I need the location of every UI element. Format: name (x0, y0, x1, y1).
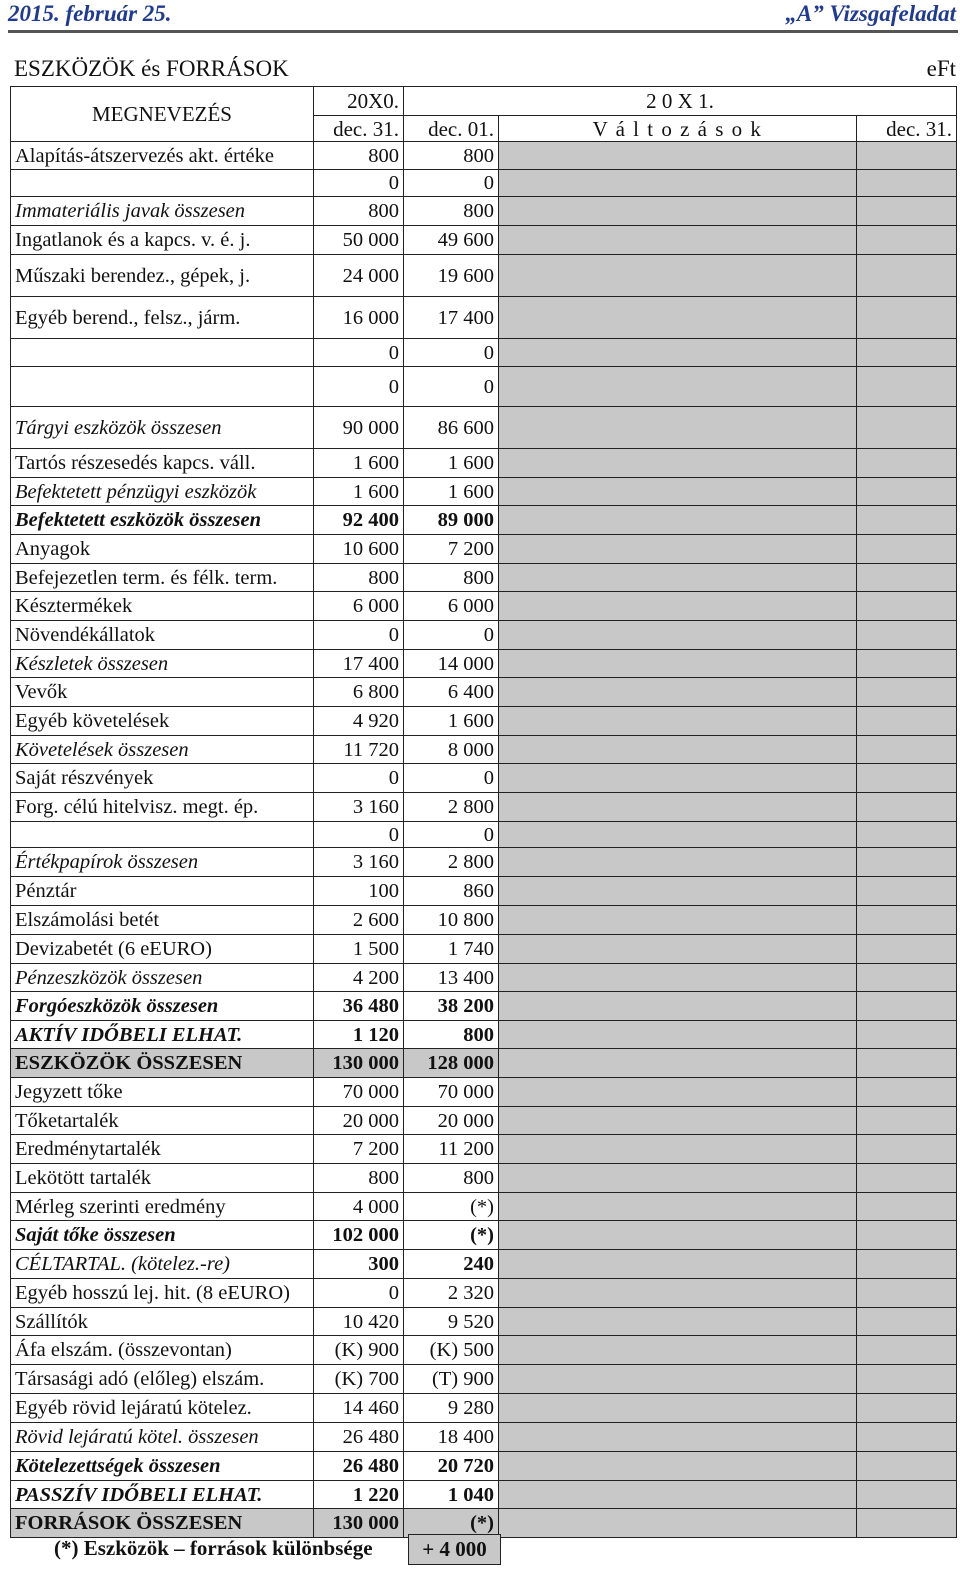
table-row (11, 1452, 957, 1481)
row-name: Befektetett pénzügyi eszközök (11, 478, 314, 506)
row-value-year1-open: 0 (404, 170, 499, 197)
row-changes-cell (499, 1021, 857, 1049)
row-value-year1-close (857, 592, 957, 621)
col-header-year0-date: dec. 31. (314, 116, 404, 142)
table-row (11, 478, 957, 506)
row-changes-cell (499, 650, 857, 678)
row-name (11, 339, 314, 367)
header-date: 2015. február 25. (8, 1, 172, 26)
row-name: Áfa elszám. (összevontan) (11, 1336, 314, 1365)
row-changes-cell (499, 142, 857, 170)
row-changes-cell (499, 1135, 857, 1164)
row-name (11, 822, 314, 848)
row-changes-cell (499, 877, 857, 906)
table-row (11, 1308, 957, 1336)
row-value-year1-close (857, 678, 957, 707)
row-changes-cell (499, 592, 857, 621)
row-changes-cell (499, 992, 857, 1021)
row-changes-cell (499, 935, 857, 964)
row-value-year0: 130 000 (314, 1509, 404, 1538)
row-changes-cell (499, 848, 857, 877)
row-name: Tőketartalék (11, 1107, 314, 1135)
row-value-year0: 0 (314, 621, 404, 650)
col-header-changes: V á l t o z á s o k (499, 116, 857, 142)
table-row (11, 935, 957, 964)
row-value-year1-open: 800 (404, 564, 499, 592)
row-value-year1-close (857, 793, 957, 822)
row-name: Saját tőke összesen (11, 1221, 314, 1250)
table-row (11, 736, 957, 764)
table-row (11, 226, 957, 255)
row-changes-cell (499, 564, 857, 592)
row-value-year0: 2 600 (314, 906, 404, 935)
row-value-year0: 0 (314, 1279, 404, 1308)
footnote-text: (*) Eszközök – források különbsége (54, 1536, 373, 1560)
row-name: Lekötött tartalék (11, 1164, 314, 1193)
row-name: Devizabetét (6 eEURO) (11, 935, 314, 964)
row-value-year1-close (857, 650, 957, 678)
row-value-year1-close (857, 764, 957, 793)
row-changes-cell (499, 197, 857, 226)
row-name: Immateriális javak összesen (11, 197, 314, 226)
row-changes-cell (499, 367, 857, 407)
row-name: Egyéb hosszú lej. hit. (8 eEURO) (11, 1279, 314, 1308)
row-changes-cell (499, 678, 857, 707)
table-row (11, 650, 957, 678)
row-name: Eredménytartalék (11, 1135, 314, 1164)
row-value-year1-close (857, 1423, 957, 1452)
row-value-year1-open: 9 520 (404, 1308, 499, 1336)
row-value-year1-close (857, 1049, 957, 1078)
row-value-year0: 20 000 (314, 1107, 404, 1135)
row-value-year1-open: 14 000 (404, 650, 499, 678)
row-value-year1-close (857, 1164, 957, 1193)
row-value-year0: 4 920 (314, 707, 404, 736)
row-name: Egyéb rövid lejáratú kötelez. (11, 1394, 314, 1423)
row-value-year0: 16 000 (314, 297, 404, 339)
table-row (11, 535, 957, 564)
row-value-year0: 10 420 (314, 1308, 404, 1336)
row-value-year1-open: 6 400 (404, 678, 499, 707)
table-row (11, 1336, 957, 1365)
row-value-year1-open: 2 800 (404, 793, 499, 822)
table-row (11, 1365, 957, 1394)
row-value-year1-close (857, 535, 957, 564)
row-changes-cell (499, 1336, 857, 1365)
row-value-year1-open: 800 (404, 142, 499, 170)
row-value-year1-close (857, 935, 957, 964)
row-value-year1-close (857, 877, 957, 906)
header-exam-title: „A” Vizsgafeladat (785, 1, 956, 26)
row-name: Rövid lejáratú kötel. összesen (11, 1423, 314, 1452)
row-name (11, 170, 314, 197)
row-value-year1-open: 18 400 (404, 1423, 499, 1452)
row-changes-cell (499, 1164, 857, 1193)
table-row (11, 506, 957, 535)
col-header-name: MEGNEVEZÉS (11, 87, 314, 142)
table-row (11, 367, 957, 407)
row-value-year1-close (857, 564, 957, 592)
row-value-year0: 100 (314, 877, 404, 906)
row-value-year1-close (857, 822, 957, 848)
row-value-year1-close (857, 197, 957, 226)
table-row (11, 142, 957, 170)
table-row (11, 1394, 957, 1423)
row-value-year1-open: 9 280 (404, 1394, 499, 1423)
table-row (11, 1481, 957, 1509)
row-value-year0: 102 000 (314, 1221, 404, 1250)
row-value-year1-open: 0 (404, 367, 499, 407)
row-value-year1-open: 6 000 (404, 592, 499, 621)
table-row (11, 1221, 957, 1250)
table-row (11, 906, 957, 935)
row-value-year0: 26 480 (314, 1452, 404, 1481)
row-value-year1-close (857, 407, 957, 449)
row-changes-cell (499, 506, 857, 535)
table-row (11, 297, 957, 339)
row-name: Anyagok (11, 535, 314, 564)
row-value-year1-close (857, 1279, 957, 1308)
row-changes-cell (499, 226, 857, 255)
table-row (11, 1107, 957, 1135)
row-name: Műszaki berendez., gépek, j. (11, 255, 314, 297)
footnote-difference-value: + 4 000 (408, 1534, 501, 1565)
row-value-year0: 4 000 (314, 1193, 404, 1221)
row-name: Pénzeszközök összesen (11, 964, 314, 992)
row-value-year0: 1 120 (314, 1021, 404, 1049)
row-changes-cell (499, 170, 857, 197)
row-changes-cell (499, 535, 857, 564)
row-changes-cell (499, 407, 857, 449)
row-value-year1-close (857, 1107, 957, 1135)
row-changes-cell (499, 1221, 857, 1250)
header-row-1 (11, 87, 957, 116)
row-name: Pénztár (11, 877, 314, 906)
row-value-year0: 1 220 (314, 1481, 404, 1509)
row-value-year1-open: 20 720 (404, 1452, 499, 1481)
row-value-year0: 0 (314, 339, 404, 367)
row-value-year1-open: 1 040 (404, 1481, 499, 1509)
row-value-year1-close (857, 848, 957, 877)
row-value-year1-open: (K) 500 (404, 1336, 499, 1365)
row-changes-cell (499, 339, 857, 367)
row-changes-cell (499, 449, 857, 478)
row-value-year1-open: 860 (404, 877, 499, 906)
row-value-year1-open: 2 800 (404, 848, 499, 877)
row-value-year1-open: 800 (404, 197, 499, 226)
row-changes-cell (499, 1193, 857, 1221)
col-header-year1: 2 0 X 1. (404, 87, 957, 116)
row-value-year1-open: 240 (404, 1250, 499, 1279)
row-value-year0: 7 200 (314, 1135, 404, 1164)
row-changes-cell (499, 1481, 857, 1509)
row-value-year1-open: 20 000 (404, 1107, 499, 1135)
row-value-year0: 0 (314, 764, 404, 793)
row-value-year0: (K) 700 (314, 1365, 404, 1394)
row-value-year1-close (857, 142, 957, 170)
row-name: Alapítás-átszervezés akt. értéke (11, 142, 314, 170)
row-name: Késztermékek (11, 592, 314, 621)
row-value-year1-open: 0 (404, 339, 499, 367)
row-value-year1-open: (*) (404, 1221, 499, 1250)
row-name: Növendékállatok (11, 621, 314, 650)
row-value-year1-close (857, 621, 957, 650)
row-changes-cell (499, 707, 857, 736)
table-row (11, 707, 957, 736)
row-value-year1-close (857, 964, 957, 992)
row-value-year1-close (857, 1021, 957, 1049)
row-value-year0: 6 800 (314, 678, 404, 707)
row-value-year0: 4 200 (314, 964, 404, 992)
row-value-year1-close (857, 170, 957, 197)
header-rule (8, 30, 958, 33)
row-name: Elszámolási betét (11, 906, 314, 935)
row-value-year1-open: 19 600 (404, 255, 499, 297)
row-changes-cell (499, 736, 857, 764)
row-changes-cell (499, 1049, 857, 1078)
table-row (11, 564, 957, 592)
row-value-year1-open: 1 600 (404, 478, 499, 506)
row-value-year1-close (857, 1509, 957, 1538)
row-value-year1-open: 800 (404, 1021, 499, 1049)
row-value-year1-open: 800 (404, 1164, 499, 1193)
row-value-year0: 3 160 (314, 793, 404, 822)
row-value-year0: 17 400 (314, 650, 404, 678)
row-changes-cell (499, 1308, 857, 1336)
row-value-year1-close (857, 1452, 957, 1481)
row-value-year1-open: 70 000 (404, 1078, 499, 1107)
row-value-year0: 36 480 (314, 992, 404, 1021)
row-value-year1-close (857, 1135, 957, 1164)
row-name: ESZKÖZÖK ÖSSZESEN (11, 1049, 314, 1078)
row-value-year1-open: 1 600 (404, 449, 499, 478)
row-value-year0: 10 600 (314, 535, 404, 564)
row-value-year0: 3 160 (314, 848, 404, 877)
row-value-year1-open: 1 600 (404, 707, 499, 736)
table-row (11, 592, 957, 621)
row-name: Ingatlanok és a kapcs. v. é. j. (11, 226, 314, 255)
table-row (11, 822, 957, 848)
table-row (11, 339, 957, 367)
row-name: CÉLTARTAL. (kötelez.-re) (11, 1250, 314, 1279)
table-row (11, 170, 957, 197)
row-value-year0: (K) 900 (314, 1336, 404, 1365)
row-changes-cell (499, 1279, 857, 1308)
table-row (11, 678, 957, 707)
row-changes-cell (499, 297, 857, 339)
table-row (11, 255, 957, 297)
row-name (11, 367, 314, 407)
row-changes-cell (499, 906, 857, 935)
row-value-year1-open: 0 (404, 764, 499, 793)
row-value-year1-open: 2 320 (404, 1279, 499, 1308)
row-value-year1-open: 11 200 (404, 1135, 499, 1164)
table-row (11, 793, 957, 822)
row-value-year1-open: (T) 900 (404, 1365, 499, 1394)
row-value-year1-close (857, 1365, 957, 1394)
row-value-year1-close (857, 1250, 957, 1279)
row-value-year1-open: 128 000 (404, 1049, 499, 1078)
row-value-year1-open: 10 800 (404, 906, 499, 935)
row-changes-cell (499, 1078, 857, 1107)
row-value-year1-open: 13 400 (404, 964, 499, 992)
table-row (11, 992, 957, 1021)
row-value-year1-open: 0 (404, 822, 499, 848)
row-value-year1-close (857, 297, 957, 339)
row-name: FORRÁSOK ÖSSZESEN (11, 1509, 314, 1538)
row-name: Kötelezettségek összesen (11, 1452, 314, 1481)
row-value-year1-close (857, 736, 957, 764)
row-name: AKTÍV IDŐBELI ELHAT. (11, 1021, 314, 1049)
row-value-year0: 800 (314, 142, 404, 170)
table-row (11, 621, 957, 650)
row-value-year1-open: 8 000 (404, 736, 499, 764)
table-row (11, 1164, 957, 1193)
row-name: Egyéb követelések (11, 707, 314, 736)
row-changes-cell (499, 822, 857, 848)
row-name: Forgóeszközök összesen (11, 992, 314, 1021)
row-value-year1-close (857, 255, 957, 297)
row-value-year0: 26 480 (314, 1423, 404, 1452)
row-value-year1-close (857, 1193, 957, 1221)
row-value-year1-close (857, 1394, 957, 1423)
row-value-year0: 50 000 (314, 226, 404, 255)
unit-label: eFt (926, 56, 956, 81)
table-row (11, 1193, 957, 1221)
row-value-year0: 1 600 (314, 478, 404, 506)
table-row (11, 848, 957, 877)
row-value-year1-close (857, 226, 957, 255)
row-value-year1-open: (*) (404, 1509, 499, 1538)
table-row (11, 1250, 957, 1279)
col-header-year0: 20X0. (314, 87, 404, 116)
row-value-year1-open: 86 600 (404, 407, 499, 449)
row-value-year0: 800 (314, 564, 404, 592)
row-value-year0: 6 000 (314, 592, 404, 621)
row-value-year1-open: 49 600 (404, 226, 499, 255)
row-name: Forg. célú hitelvisz. megt. ép. (11, 793, 314, 822)
table-row (11, 877, 957, 906)
row-value-year1-open: (*) (404, 1193, 499, 1221)
table-title: ESZKÖZÖK és FORRÁSOK (14, 56, 289, 81)
table-row (11, 764, 957, 793)
col-header-year1-open: dec. 01. (404, 116, 499, 142)
row-value-year1-open: 1 740 (404, 935, 499, 964)
balance-sheet-body (11, 87, 957, 1538)
row-value-year1-close (857, 478, 957, 506)
table-row (11, 1078, 957, 1107)
table-row (11, 964, 957, 992)
row-value-year0: 70 000 (314, 1078, 404, 1107)
row-value-year0: 24 000 (314, 255, 404, 297)
table-row (11, 197, 957, 226)
row-changes-cell (499, 793, 857, 822)
row-value-year0: 1 500 (314, 935, 404, 964)
row-changes-cell (499, 1107, 857, 1135)
row-value-year1-close (857, 1481, 957, 1509)
row-changes-cell (499, 1509, 857, 1538)
row-value-year0: 800 (314, 1164, 404, 1193)
row-name: Követelések összesen (11, 736, 314, 764)
row-changes-cell (499, 1452, 857, 1481)
row-value-year1-open: 17 400 (404, 297, 499, 339)
row-value-year1-close (857, 1221, 957, 1250)
table-row (11, 1423, 957, 1452)
row-value-year0: 300 (314, 1250, 404, 1279)
row-name: Vevők (11, 678, 314, 707)
row-name: PASSZÍV IDŐBELI ELHAT. (11, 1481, 314, 1509)
col-header-year1-close: dec. 31. (857, 116, 957, 142)
row-value-year1-close (857, 707, 957, 736)
row-value-year0: 92 400 (314, 506, 404, 535)
balance-sheet-table (10, 86, 957, 1538)
row-value-year0: 0 (314, 170, 404, 197)
row-value-year0: 0 (314, 822, 404, 848)
row-name: Egyéb berend., felsz., járm. (11, 297, 314, 339)
row-changes-cell (499, 478, 857, 506)
row-value-year0: 130 000 (314, 1049, 404, 1078)
row-changes-cell (499, 255, 857, 297)
row-name: Mérleg szerinti eredmény (11, 1193, 314, 1221)
row-changes-cell (499, 1394, 857, 1423)
row-name: Befejezetlen term. és félk. term. (11, 564, 314, 592)
row-value-year1-open: 0 (404, 621, 499, 650)
row-name: Értékpapírok összesen (11, 848, 314, 877)
row-value-year1-close (857, 906, 957, 935)
row-name: Készletek összesen (11, 650, 314, 678)
row-value-year1-open: 7 200 (404, 535, 499, 564)
row-name: Befektetett eszközök összesen (11, 506, 314, 535)
row-name: Társasági adó (előleg) elszám. (11, 1365, 314, 1394)
row-changes-cell (499, 1423, 857, 1452)
row-value-year1-close (857, 506, 957, 535)
row-name: Jegyzett tőke (11, 1078, 314, 1107)
row-name: Szállítók (11, 1308, 314, 1336)
row-changes-cell (499, 1365, 857, 1394)
row-value-year0: 1 600 (314, 449, 404, 478)
row-name: Tárgyi eszközök összesen (11, 407, 314, 449)
table-row (11, 1021, 957, 1049)
row-changes-cell (499, 621, 857, 650)
table-row (11, 1279, 957, 1308)
table-row (11, 1135, 957, 1164)
row-value-year1-close (857, 1336, 957, 1365)
table-row (11, 407, 957, 449)
row-value-year1-close (857, 1308, 957, 1336)
row-value-year1-close (857, 449, 957, 478)
row-name: Saját részvények (11, 764, 314, 793)
row-value-year1-open: 38 200 (404, 992, 499, 1021)
row-value-year0: 800 (314, 197, 404, 226)
row-name: Tartós részesedés kapcs. váll. (11, 449, 314, 478)
row-value-year1-close (857, 992, 957, 1021)
row-value-year1-close (857, 367, 957, 407)
row-value-year0: 90 000 (314, 407, 404, 449)
row-changes-cell (499, 964, 857, 992)
page-header (0, 0, 960, 26)
row-value-year1-close (857, 1078, 957, 1107)
row-changes-cell (499, 1250, 857, 1279)
row-value-year0: 14 460 (314, 1394, 404, 1423)
row-value-year1-close (857, 339, 957, 367)
row-changes-cell (499, 764, 857, 793)
row-value-year0: 11 720 (314, 736, 404, 764)
row-value-year1-open: 89 000 (404, 506, 499, 535)
table-row (11, 449, 957, 478)
row-value-year0: 0 (314, 367, 404, 407)
table-row (11, 1049, 957, 1078)
